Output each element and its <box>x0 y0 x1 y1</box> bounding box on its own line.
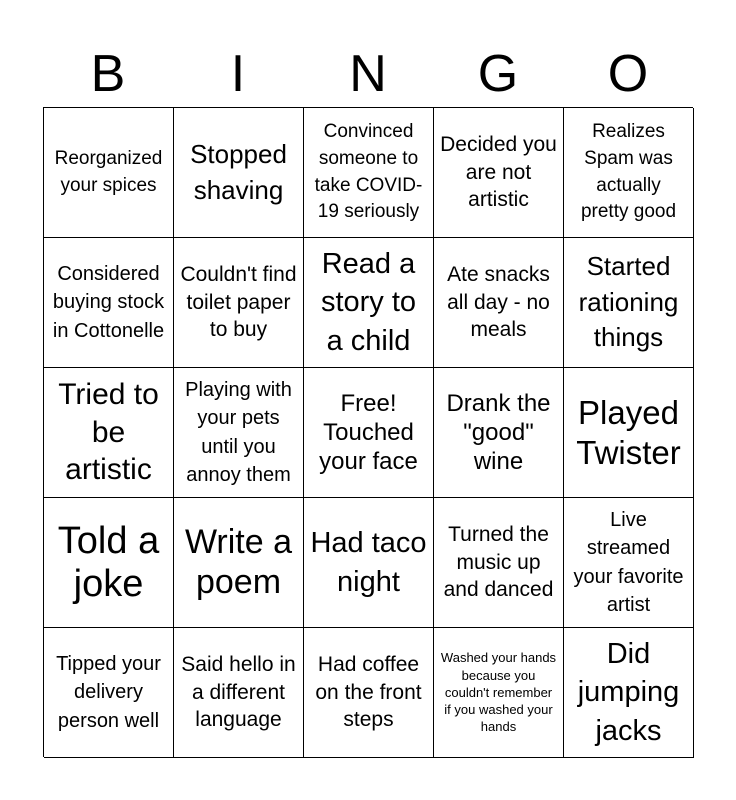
bingo-cell[interactable]: Had coffee on the front steps <box>304 628 434 758</box>
bingo-cell[interactable]: Playing with your pets until you annoy them <box>174 368 304 498</box>
bingo-header <box>43 40 693 108</box>
bingo-cell[interactable]: Reorganized your spices <box>44 108 174 238</box>
bingo-cell[interactable]: Write a poem <box>174 498 304 628</box>
bingo-cell[interactable]: Couldn't find toilet paper to buy <box>174 238 304 368</box>
header-letter-g: G <box>477 45 519 103</box>
bingo-board <box>43 107 693 757</box>
bingo-cell[interactable]: Tipped your delivery person well <box>44 628 174 758</box>
header-letter-b: B <box>90 45 126 103</box>
bingo-cell[interactable]: Tried to be artistic <box>44 368 174 498</box>
bingo-cell[interactable]: Stopped shaving <box>174 108 304 238</box>
bingo-cell[interactable]: Convinced someone to take COVID-19 seriously <box>304 108 434 238</box>
bingo-cell[interactable]: Told a joke <box>44 498 174 628</box>
header-letter-n: N <box>349 45 387 103</box>
bingo-cell[interactable]: Played Twister <box>564 368 694 498</box>
bingo-cell[interactable]: Live streamed your favorite artist <box>564 498 694 628</box>
bingo-cell[interactable]: Washed your hands because you couldn't remember if you washed your hands <box>434 628 564 758</box>
bingo-cell[interactable]: Turned the music up and danced <box>434 498 564 628</box>
bingo-cell[interactable]: Decided you are not artistic <box>434 108 564 238</box>
bingo-cell[interactable]: Ate snacks all day - no meals <box>434 238 564 368</box>
bingo-cell[interactable]: Did jumping jacks <box>564 628 694 758</box>
bingo-cell[interactable]: Read a story to a child <box>304 238 434 368</box>
header-letter-o: O <box>607 45 649 103</box>
bingo-cell[interactable]: Started rationing things <box>564 238 694 368</box>
bingo-cell[interactable]: Considered buying stock in Cottonelle <box>44 238 174 368</box>
bingo-cell[interactable]: Had taco night <box>304 498 434 628</box>
bingo-cell[interactable]: Realizes Spam was actually pretty good <box>564 108 694 238</box>
bingo-cell[interactable]: Said hello in a different language <box>174 628 304 758</box>
bingo-cell[interactable]: Free! Touched your face <box>304 368 434 498</box>
bingo-cell[interactable]: Drank the "good" wine <box>434 368 564 498</box>
header-letter-i: I <box>230 45 246 103</box>
